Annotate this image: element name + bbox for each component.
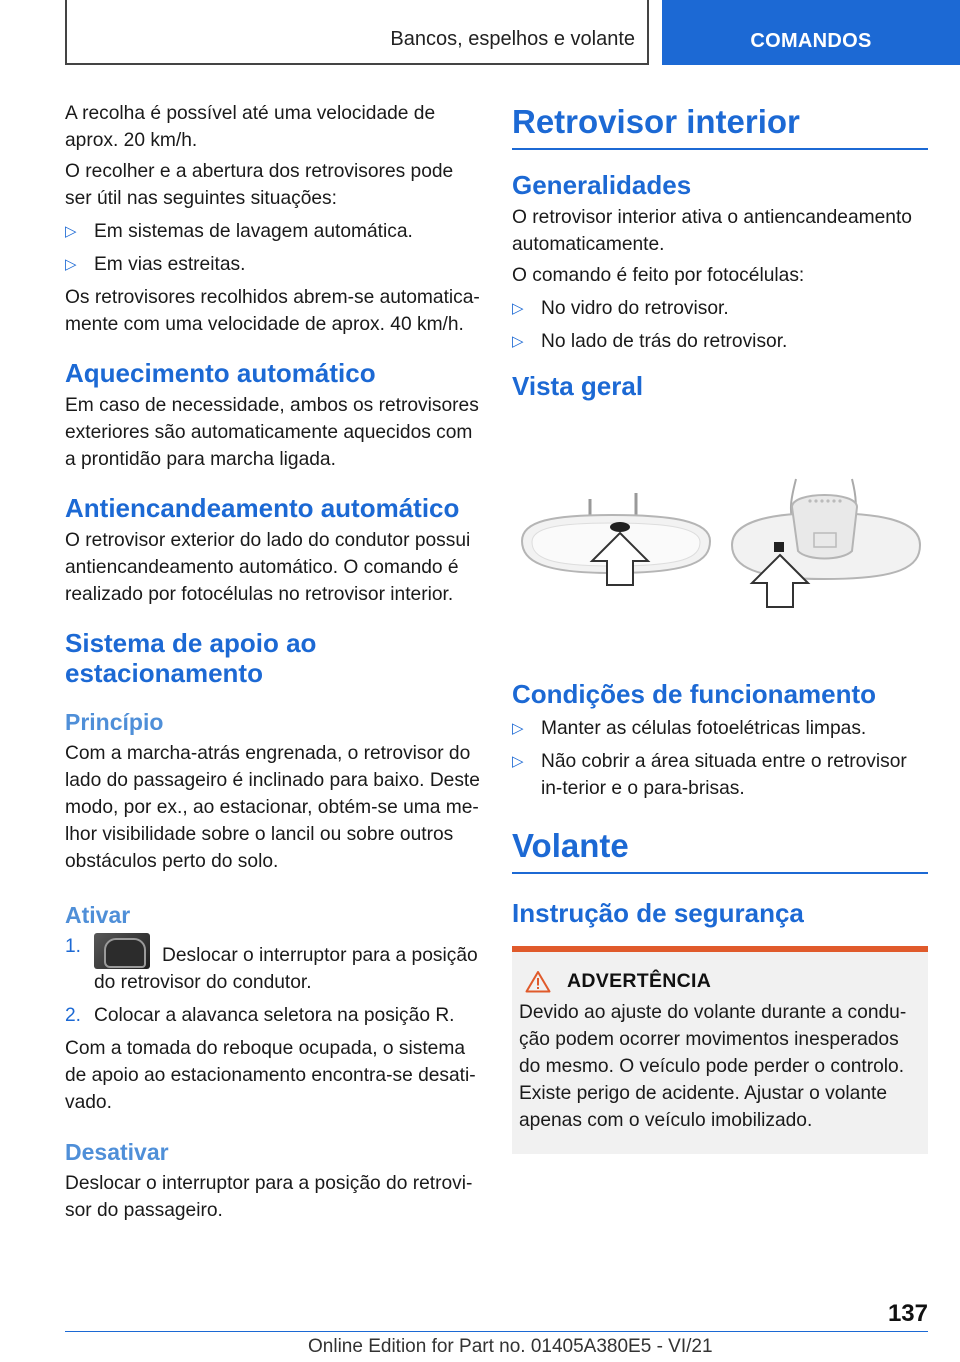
step-number: 1.	[65, 936, 82, 957]
list-item: ▷ Em vias estreitas.	[65, 251, 480, 278]
mirror-front-view	[522, 493, 710, 585]
paragraph-fold-speed: A recolha é possível até uma velocidade de aprox. 20 km/h.	[65, 103, 436, 151]
mirror-photocell-diagram	[512, 411, 928, 661]
warning-header	[525, 970, 920, 993]
warning-box	[512, 946, 928, 1154]
conditions-list	[512, 715, 928, 802]
activate-steps	[65, 933, 480, 1029]
mirror-rear-view	[732, 479, 920, 607]
left-column	[65, 100, 480, 1224]
step-item	[65, 933, 480, 996]
paragraph-heating: Em caso de necessidade, ambos os retrovisores exteriores são automaticamente aquecidos com a prontidão para marcha ligada.	[65, 395, 479, 470]
paragraph-deactivate: Deslocar o interruptor para a posição do retrovi-sor do passageiro.	[65, 1173, 473, 1221]
header-section-box	[65, 0, 649, 65]
list-item: ▷ No vidro do retrovisor.	[512, 295, 928, 322]
heading-steering-wheel: Volante	[512, 826, 928, 874]
list-item: ▷ Manter as células fotoelétricas limpas.	[512, 715, 928, 742]
heading-principle: Princípio	[65, 709, 164, 735]
heading-general: Generalidades	[512, 170, 692, 200]
paragraph-photocells: O comando é feito por fotocélulas:	[512, 265, 805, 286]
step-number: 2.	[65, 1005, 82, 1026]
paragraph-fold-useful: O recolher e a abertura dos retrovisores pode ser útil nas seguintes situações:	[65, 161, 454, 209]
header-chapter-label: COMANDOS	[750, 30, 872, 52]
paragraph-principle: Com a marcha-atrás engrenada, o retrovisor do lado do passageiro é inclinado para baixo. Deste modo, por ex., ao estacionar, obtém-se uma me-lhor visibilidade sobre o lancil ou sobre outros obstáculos perto do solo.	[65, 743, 480, 872]
header-section-title: Bancos, espelhos e volante	[390, 28, 635, 50]
heading-antidazzle: Antiencandeamento automático	[65, 493, 460, 523]
warning-triangle-icon	[525, 970, 551, 993]
list-item: ▷ Em sistemas de lavagem automática.	[65, 218, 480, 245]
page-number: 137	[887, 1300, 928, 1327]
step-text: Colocar a alavanca seletora na posição R.	[94, 1005, 455, 1026]
heading-deactivate: Desativar	[65, 1139, 169, 1165]
paragraph-antidazzle: O retrovisor exterior do lado do condutor possui antiencandeamento automático. O comando é realizado por fotocélulas no retrovisor interior.	[65, 530, 471, 605]
situations-list	[65, 218, 480, 278]
heading-conditions: Condições de funcionamento	[512, 679, 877, 709]
heading-safety: Instrução de segurança	[512, 898, 804, 928]
heading-interior-mirror: Retrovisor interior	[512, 102, 928, 150]
paragraph-general: O retrovisor interior ativa o antiencandeamento automaticamente.	[512, 207, 912, 255]
list-item: ▷ Não cobrir a área situada entre o retrovisor in-terior e o para-brisas.	[512, 748, 928, 802]
mirror-illustration	[512, 411, 928, 661]
paragraph-trailer-note: Com a tomada do reboque ocupada, o sistema de apoio ao estacionamento encontra-se desati-vado.	[65, 1038, 476, 1113]
right-column	[512, 102, 928, 1154]
list-item: ▷ No lado de trás do retrovisor.	[512, 328, 928, 355]
step-text: Deslocar o interruptor para a posição do retrovisor do condutor.	[94, 945, 478, 993]
warning-text: Devido ao ajuste do volante durante a condu-ção podem ocorrer movimentos inesperados do mesmo. O veículo pode perder o controlo. Existe perigo de acidente. Ajustar o volante apenas com o veículo imobilizado.	[519, 1002, 907, 1131]
heading-parking-aid: Sistema de apoio ao estacionamento	[65, 628, 317, 688]
paragraph-auto-open: Os retrovisores recolhidos abrem-se automatica-mente com uma velocidade de aprox. 40 km/h.	[65, 287, 480, 335]
footer-edition: Online Edition for Part no. 01405A380E5 - VI/21	[308, 1336, 713, 1357]
step-item	[65, 1002, 480, 1029]
mirror-switch-icon	[94, 933, 150, 969]
photocell-list	[512, 295, 928, 355]
heading-overview: Vista geral	[512, 371, 644, 401]
warning-label: ADVERTÊNCIA	[567, 970, 712, 992]
header-chapter-tab[interactable]	[662, 0, 960, 65]
heading-heating: Aquecimento automático	[65, 358, 376, 388]
heading-activate: Ativar	[65, 902, 131, 928]
footer-divider	[65, 1331, 928, 1332]
